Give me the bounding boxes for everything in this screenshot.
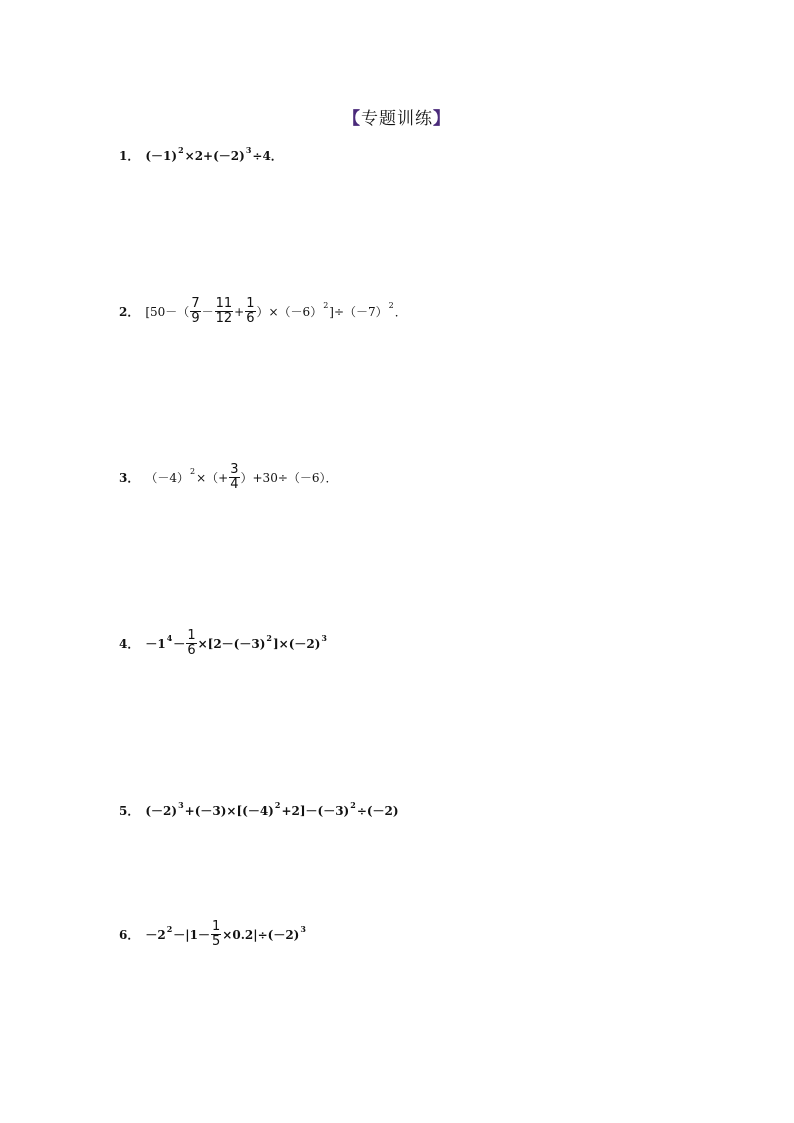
exponent: 3: [245, 144, 252, 155]
expr-part: ）×（－6）: [256, 305, 323, 319]
title-close-bracket: 】: [433, 109, 451, 129]
exponent: 2: [350, 799, 356, 810]
problem-number: 2．: [119, 305, 140, 319]
expr-part: (－2): [145, 804, 178, 818]
expr-part: ]×(－2): [272, 637, 321, 651]
exponent: 2: [178, 144, 184, 155]
problem-4: [119, 629, 328, 658]
problem-3: [119, 463, 338, 492]
exponent: 2: [388, 301, 394, 310]
expr-part: ×2+(－2): [184, 149, 245, 163]
denominator: 6: [246, 311, 255, 326]
fraction: [211, 920, 221, 949]
operator: －: [201, 305, 214, 319]
exponent: 3: [321, 632, 327, 643]
numerator: 1: [212, 919, 221, 934]
problem-1: [119, 144, 283, 164]
denominator: 6: [187, 643, 196, 658]
numerator: 1: [246, 296, 255, 311]
title-open-bracket: 【: [343, 109, 361, 129]
exponent: 3: [178, 799, 184, 810]
fraction: [186, 629, 196, 658]
fraction: [245, 297, 255, 326]
expr-part: +2]－(－3): [281, 804, 350, 818]
problem-number: 5．: [119, 804, 140, 818]
exponent: 2: [166, 923, 173, 934]
denominator: 4: [230, 477, 239, 492]
expr-part: ÷(－2): [356, 804, 399, 818]
denominator: 9: [191, 311, 200, 326]
expr-part: －1: [145, 637, 166, 651]
expr-part: ×[2－(－3): [197, 637, 266, 651]
expr-part: +(－3)×[(－4): [184, 804, 274, 818]
expr-part: （－4）: [145, 471, 189, 485]
expr-part: [50－（: [145, 305, 190, 319]
expr-part: ÷4．: [252, 149, 283, 163]
exponent: 3: [300, 923, 306, 934]
numerator: 1: [187, 628, 196, 643]
fraction: [215, 297, 234, 326]
problem-number: 6．: [119, 928, 140, 942]
expr-part: ÷(－2): [257, 928, 300, 942]
title-text: 专题训练: [361, 109, 433, 129]
numerator: 11: [215, 296, 233, 311]
exponent: 2: [274, 799, 281, 810]
denominator: 12: [215, 311, 233, 326]
fraction: [229, 463, 239, 492]
problem-number: 1．: [119, 149, 140, 163]
expr-part: －|1－: [173, 928, 211, 942]
exponent: 4: [166, 632, 173, 643]
denominator: 5: [212, 934, 221, 949]
expr-part: ×0.2|: [222, 927, 258, 942]
problem-number: 4．: [119, 637, 140, 651]
expr-part: (－1): [145, 149, 178, 163]
problem-5: [119, 799, 399, 819]
problem-number: 3．: [119, 471, 140, 485]
page-title: [0, 104, 794, 129]
expr-part: －2: [145, 928, 166, 942]
expr-part: ）+30÷（－6）．: [240, 471, 338, 485]
expr-part: ．: [394, 305, 407, 319]
problem-6: [119, 920, 307, 949]
problem-2: [119, 297, 407, 326]
expr-part: ×（+: [196, 471, 229, 485]
numerator: 3: [230, 462, 239, 477]
fraction: [190, 297, 200, 326]
expr-part: ]÷（－7）: [329, 305, 388, 319]
exponent: 2: [190, 467, 196, 476]
numerator: 7: [191, 296, 200, 311]
operator: －: [173, 637, 186, 651]
operator: +: [234, 304, 245, 319]
exponent: 2: [266, 632, 272, 643]
exponent: 2: [323, 301, 329, 310]
